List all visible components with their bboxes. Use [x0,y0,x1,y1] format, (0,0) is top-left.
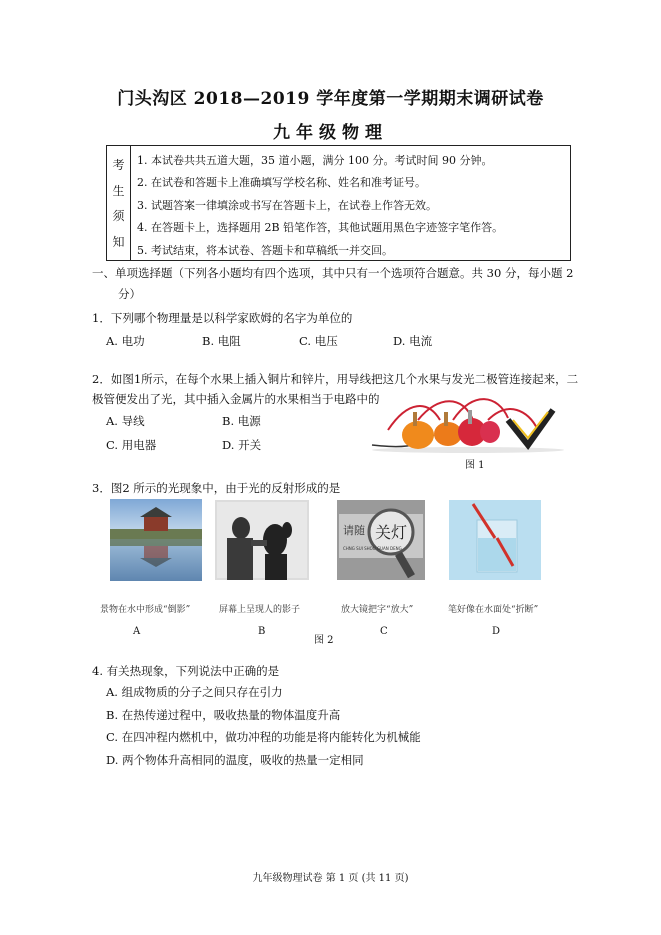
q3-letter-d: D [492,626,501,637]
q3-caption-c: 放大镜把字“放大” [341,605,414,615]
q3-caption-a: 景物在水中形成“倒影” [100,605,191,615]
notice-side-char: 生 [112,183,125,198]
sign-text: 请随 [343,524,365,537]
exam-subtitle: 九年级物理 [273,123,388,143]
q3-letter-a: A [133,626,141,637]
q3-letter-b: B [258,626,266,637]
notice-side-char: 须 [112,209,125,224]
q1-stem: 1．下列哪个物理量是以科学家欧姆的名字为单位的 [92,311,353,325]
notice-item: 2. 在试卷和答题卡上准确填写学校名称、姓名和准考证号。 [137,176,426,190]
q3-caption-d: 笔好像在水面处“折断” [448,605,539,615]
q2-option-c: C. 用电器 [106,438,157,452]
q3-caption-b: 屏幕上呈现人的影子 [219,605,301,615]
q4-option-d: D. 两个物体升高相同的温度，吸收的热量一定相同 [106,753,364,767]
svg-text:关灯: 关灯 [375,523,408,542]
notice-side-char: 考 [112,158,125,173]
notice-box [106,145,571,261]
q4-stem: 4. 有关热现象，下列说法中正确的是 [92,664,280,678]
q1-option-b: B. 电阻 [202,334,241,348]
reflection-photo [110,499,202,581]
shadow-photo [215,500,309,580]
figure2-label: 图 2 [314,635,334,646]
section-heading-cont: 分） [118,287,141,301]
q2-stem-line1: 2．如图1所示，在每个水果上插入铜片和锌片，用导线把这几个水果与发光二极管连接起来，二 [92,372,579,386]
q3-letter-c: C [380,626,388,637]
notice-item: 5. 考试结束，将本试卷、答题卡和草稿纸一并交回。 [137,243,393,257]
exam-title: 门头沟区 2018—2019 学年度第一学期期末调研试卷 [117,89,544,109]
q2-option-a: A. 导线 [106,414,145,428]
notice-side-label [107,146,131,260]
q2-option-d: D. 开关 [222,438,262,452]
sign-small-text: CHNG SUI SHOU GUAN DENG [343,546,402,551]
notice-item: 4. 在答题卡上，选择题用 2B 铅笔作答，其他试题用黑色字迹签字笔作答。 [137,221,504,235]
q3-stem: 3．图2 所示的光现象中，由于光的反射形成的是 [92,481,341,495]
q1-option-c: C. 电压 [299,334,338,348]
q2-stem-line2: 极管便发出了光，其中插入金属片的水果相当于电路中的 [92,392,380,406]
q4-option-b: B. 在热传递过程中，吸收热量的物体温度升高 [106,708,341,722]
q4-option-a: A. 组成物质的分子之间只存在引力 [106,685,283,699]
magnifier-photo [337,500,425,580]
notice-item: 3. 试题答案一律填涂或书写在答题卡上，在试卷上作答无效。 [137,198,437,212]
q2-option-b: B. 电源 [222,414,261,428]
q1-option-d: D. 电流 [393,334,433,348]
fruit-battery-figure [368,390,568,454]
section-heading: 一、单项选择题（下列各小题均有四个选项，其中只有一个选项符合题意。共 30 分，每小题 2 [92,266,574,280]
notice-items [137,150,566,262]
page-footer: 九年级物理试卷 第 1 页 (共 11 页) [252,873,409,884]
notice-item: 1. 本试卷共共五道大题，35 道小题，满分 100 分。考试时间 90 分钟。 [137,154,493,167]
refraction-photo [449,500,541,580]
q4-option-c: C. 在四冲程内燃机中，做功冲程的功能是将内能转化为机械能 [106,730,421,744]
figure1-label: 图 1 [465,460,485,471]
q1-option-a: A. 电功 [106,334,145,348]
notice-side-char: 知 [112,234,125,249]
